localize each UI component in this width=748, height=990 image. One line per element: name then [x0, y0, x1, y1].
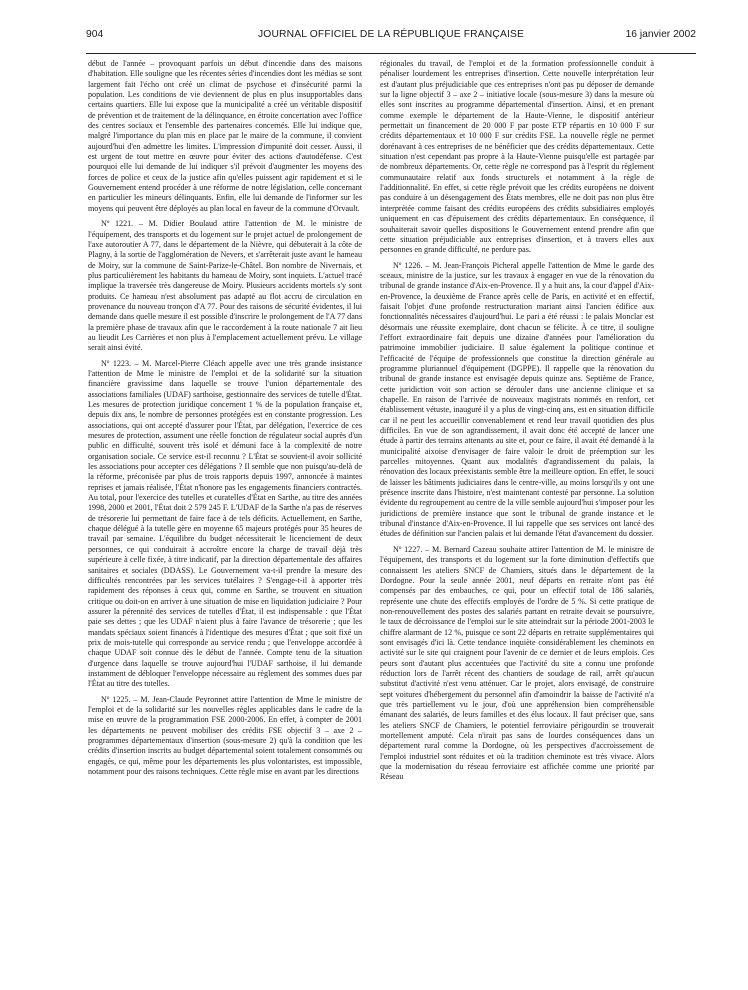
question-1223: Nº 1223. – M. Marcel-Pierre Cléach appelle avec une très grande insistance l'attention de Mme le ministre de l'emploi et de la solidarité sur la situation financière gravissime dans laquelle se trouve l'union départementale des associations familiales (UDAF) sarthoise, gestionnaire des services de tutelle d'État. Les mesures de protection juridique concernent 1 % de la population française et, depuis dix ans, le nombre de personnes protégées est en constante progression. Les associations, qui ont accepté d'assurer pour l'État, par délégation, l'exercice de ces mesures de protection, assument une réelle fonction de régulateur social auprès d'un public en difficulté, souvent très isolé et démuni face à la complexité de notre organisation sociale. Ce service est-il reconnu ? L'État se souvient-il avoir sollicité les associations pour accepter ces délégations ? Il semble que non puisqu'au-delà de la réforme, préconisée par plus de trois rapports depuis 1997, annoncée à maintes reprises et jamais réalisée, l'État n'honore pas les engagements financiers contractés. Au total, pour l'exercice des tutelles et curatelles d'État en Sarthe, au titre des années 1998, 2000 et 2001, l'État doit 2 579 245 F. L'UDAF de la Sarthe n'a pas de réserves de trésorerie lui permettant de faire face à de tels déficits. Actuellement, en Sarthe, chaque délégué à la tutelle gère en moyenne 65 majeurs protégés pour 35 heures de travail par semaine. L'équilibre du budget nécessiterait le licenciement de deux personnes, ce qui conduirait à accroître encore la charge de travail déjà très supérieure à celle fixée, à titre indicatif, par la direction départementale des affaires sanitaires et sociales (DDASS). Le Gouvernement va-t-il prendre la mesure des difficultés rencontrées par les services tutélaires ? S'engage-t-il à apporter très rapidement des réponses à ceux qui, comme en Sarthe, se trouvent en situation critique ou doit-on en arriver à une situation de mise en liquidation judiciaire ? Pour assurer la pérennité des services de tutelles d'État, il est indispensable : que l'État paie ses dettes ; que les UDAF n'aient plus à faire l'avance de trésorerie ; que les mandats spéciaux soient financés à l'identique des mesures d'État ; que soit fixé un prix de mois-tutelle qui corresponde au service rendu ; que l'enveloppe accordée à chaque UDAF soit connue dès le début de l'année. Compte tenu de la situation d'urgence dans laquelle se trouve aujourd'hui l'UDAF sarthoise, il lui demande instamment de débloquer l'enveloppe nécessaire au règlement des sommes dues par l'État au titre des tutelles.: [88, 358, 362, 689]
question-1226: Nº 1226. – M. Jean-François Picheral appelle l'attention de Mme le garde des sceaux, ministre de la justice, sur les travaux à engager en vue de la rénovation du tribunal de grande instance d'Aix-en-Provence. Il y a huit ans, la cour d'appel d'Aix-en-Provence, la deuxième de France après celle de Paris, en activité et en effectif, faisait l'objet d'une profonde restructuration mariant ainsi l'ancien édifice aux fonctionnalités nécessaires d'aujourd'hui. Le pari a été réussi : le palais Monclar est désormais une réussite exemplaire, dont chacun se félicite. À ce titre, il souligne l'effort extraordinaire fait depuis une dizaine d'années pour l'amélioration du patrimoine immobilier judiciaire. Il salue également la politique continue et l'efficacité de l'équipe de professionnels que constitue la direction générale au programme pluriannuel d'équipement (DGPPE). Il rappelle que la rénovation du tribunal de grande instance est envisagée depuis quinze ans. Septième de France, cette juridiction voit son action se dérouler dans une ancienne clinique et sa chapelle. En raison de l'arrivée de nouveaux magistrats nommés en renfort, cet établissement vétuste, inauguré il y a plus de vingt-cinq ans, est en situation difficile car il ne peut les accueillir convenablement et rend leur travail quotidien des plus difficiles. En vue de son agrandissement, il avait donc été accepté de lancer une étude à partir des terrains attenants au site et, pour ce faire, il avait été demandé à la municipalité aixoise d'envisager de faire valoir le droit de préemption sur les parcelles mitoyennes. Quant aux modalités d'agrandissement du palais, la rénovation des locaux préexistants semble être la meilleure option. En effet, le souci de laisser les bâtiments judiciaires dans le centre-ville, au moins lorsqu'ils y ont une présence inscrite dans l'histoire, n'est maintenant contesté par personne. La solution évidente du regroupement au centre de la ville semble aujourd'hui s'imposer pour les juridictions de première instance que sont le tribunal de grande instance et le tribunal d'instance d'Aix-en-Provence. Il lui rappelle que ses services ont lancé des études de définition sur l'ancien palais et lui demande l'état d'avancement du dossier.: [380, 260, 654, 539]
question-continuation: début de l'année – provoquant parfois un début d'incendie dans des maisons d'habitation. Elle souligne que les récentes séries d'incendies dont les médias se sont largement fait l'écho ont créé un climat de psychose et d'insécurité parmi la population. Les conditions de vie deviennent de plus en plus insupportables dans certains quartiers. Elle lui expose que la municipalité a créé un véritable dispositif de prévention et de traitement de la délinquance, en étroite concertation avec l'office des centres sociaux et l'ensemble des partenaires concernés. Elle lui indique que, malgré l'importance du plan mis en place par le maire de la commune, il convient aujourd'hui d'en admettre les limites. L'impression d'impunité doit cesser. Aussi, il est urgent de tout mettre en œuvre pour éviter des actions d'autodéfense. C'est pourquoi elle lui demande de lui indiquer s'il prévoit d'augmenter les moyens des forces de police et ceux de la justice afin qu'elles puissent agir rapidement et si le Gouvernement entend procéder à une réforme de notre législation, celle concernant en particulier les mineurs délinquants. Enfin, elle lui demande de l'informer sur les moyens qui peuvent être déployés au plan local en faveur de la commune d'Orvault.: [88, 59, 362, 213]
page-header: [86, 27, 696, 43]
publication-date: 16 janvier 2002: [625, 29, 696, 40]
question-1225-continuation: régionales du travail, de l'emploi et de la formation professionnelle conduit à pénaliser lourdement les entreprises d'insertion. Cette nouvelle interprétation leur est d'autant plus préjudiciable que ces entreprises n'ont pas pu déposer de demande sur la ligne objectif 3 – axe 2 – initiative locale (sous-mesure 3) dans la mesure où elles sont inscrites au programme départemental d'insertion. Ainsi, et en prenant comme exemple le département de la Haute-Vienne, le dispositif antérieur permettait un financement de 20 000 F par poste ETP répartis en 10 000 F sur crédits départementaux et 10 000 F sur crédits FSE. La nouvelle règle ne permet dorénavant à ces entreprises de ne bénéficier que des crédits départementaux. Cette situation n'est cependant pas propre à la Haute-Vienne puisqu'elle est partagée par de nombreux départements. Or, cette règle ne correspond pas à l'esprit du règlement communautaire relatif aux fonds structurels et notamment à la règle de l'additionnalité. En effet, si cette règle prévoit que les crédits européens ne doivent pas conduire à un désengagement des États membres, elle ne doit pas non plus être interprétée comme faisant des crédits européens des crédits subsidiaires employés uniquement en cas d'épuisement des crédits départementaux. En conséquence, il souhaiterait savoir quelles dispositions le Gouvernement entend prendre afin que cette situation préjudiciable aux entreprises d'insertion, et à travers elles aux personnes en grande difficulté, ne perdure pas.: [380, 59, 654, 255]
question-1225: Nº 1225. – M. Jean-Claude Peyronnet attire l'attention de Mme le ministre de l'emploi et de la solidarité sur les nouvelles règles applicables dans le cadre de la mise en œuvre de la programmation FSE 2000-2006. En effet, à compter de 2001 les départements ne peuvent mobiliser des crédits FSE objectif 3 – axe 2 – programmes départementaux d'insertion (sous-mesure 2) qu'à la condition que les crédits d'insertion inscrits au budget départemental soient totalement consommés ou engagés, ce qui, même pour les départements les plus volontaristes, est impossible, notamment pour des raisons techniques. Cette règle mise en avant par les directions: [88, 694, 362, 777]
header-rule: [86, 53, 696, 54]
question-1221: Nº 1221. – M. Didier Boulaud attire l'attention de M. le ministre de l'équipement, des transports et du logement sur le projet actuel de prolongement de l'axe autoroutier A 77, dans le département de la Nièvre, qui débuterait à la côte de Plagny, à la sortie de l'agglomération de Nevers, et s'arrêterait juste avant le hameau de Moiry, sur la commune de Saint-Parize-le-Châtel. Bon nombre de Nivernais, et plus particulièrement les habitants du hameau de Moiry, sont inquiets. L'actuel tracé implique la traversée très dangereuse de Moiry. Plusieurs accidents mortels s'y sont produits. Ce hameau n'est absolument pas adapté au flot accru de circulation en provenance du nouveau tronçon d'A 77. Pour des raisons de sécurité évidentes, il lui demande dans quelle mesure il est possible d'inscrire le prolongement de l'A 77 dans la première phase de travaux afin que le raccordement à la route nationale 7 ait lieu au lieudit Les Carrières et non plus à l'emplacement actuellement prévu. Le village serait ainsi évité.: [88, 219, 362, 353]
right-column: [380, 59, 654, 987]
question-1227: Nº 1227. – M. Bernard Cazeau souhaite attirer l'attention de M. le ministre de l'équipement, des transports et du logement sur la forte diminution d'effectifs que connaissent les ateliers SNCF de Chamiers, situés dans le département de la Dordogne. Pour la seule année 2001, neuf départs en retraite n'ont pas été compensés par des embauches, ce qui, pour un effectif total de 186 salariés, représente une chute des effectifs employés de l'ordre de 5 %. Si cette pratique de non-renouvellement des postes des salariés partant en retraite devait se poursuivre, le taux de décroissance de l'emploi sur le site atteindrait sur la période 2001-2003 le chiffre alarmant de 12 %, puisque ce sont 22 départs en retraite supplémentaires qui sont envisagés d'ici là. Cette tendance inquiète considérablement les cheminots en activité sur le site qui craignent pour l'avenir de ce dernier et de leurs emplois. Ces peurs sont d'autant plus accentuées que l'activité du site a connu une profonde réduction lors de l'arrêt récent des chantiers de soudage de rail, arrêt qu'aucun substitut d'activité n'est venu atténuer. Car le projet, alors envisagé, de construire sept voitures d'hébergement du personnel afin d'amoindrir la baisse de l'activité n'a que très partiellement vu le jour, d'où une appréhension bien compréhensible émanant des salariés, de leurs familles et des élus locaux. Il faut préciser que, sans les ateliers SNCF de Chamiers, le potentiel ferroviaire périgourdin se trouverait mortellement amputé. Cela n'irait pas sans de lourdes conséquences dans un département rural comme la Dordogne, où les perspectives d'accroissement de l'emploi industriel sont réduites et où la tradition cheminote est très vivace. Alors que la modernisation du réseau ferroviaire est affichée comme une priorité par Réseau: [380, 544, 654, 782]
left-column: [88, 59, 362, 987]
journal-title: JOURNAL OFFICIEL DE LA RÉPUBLIQUE FRANÇAISE: [257, 29, 525, 40]
page-number: 904: [86, 29, 104, 40]
